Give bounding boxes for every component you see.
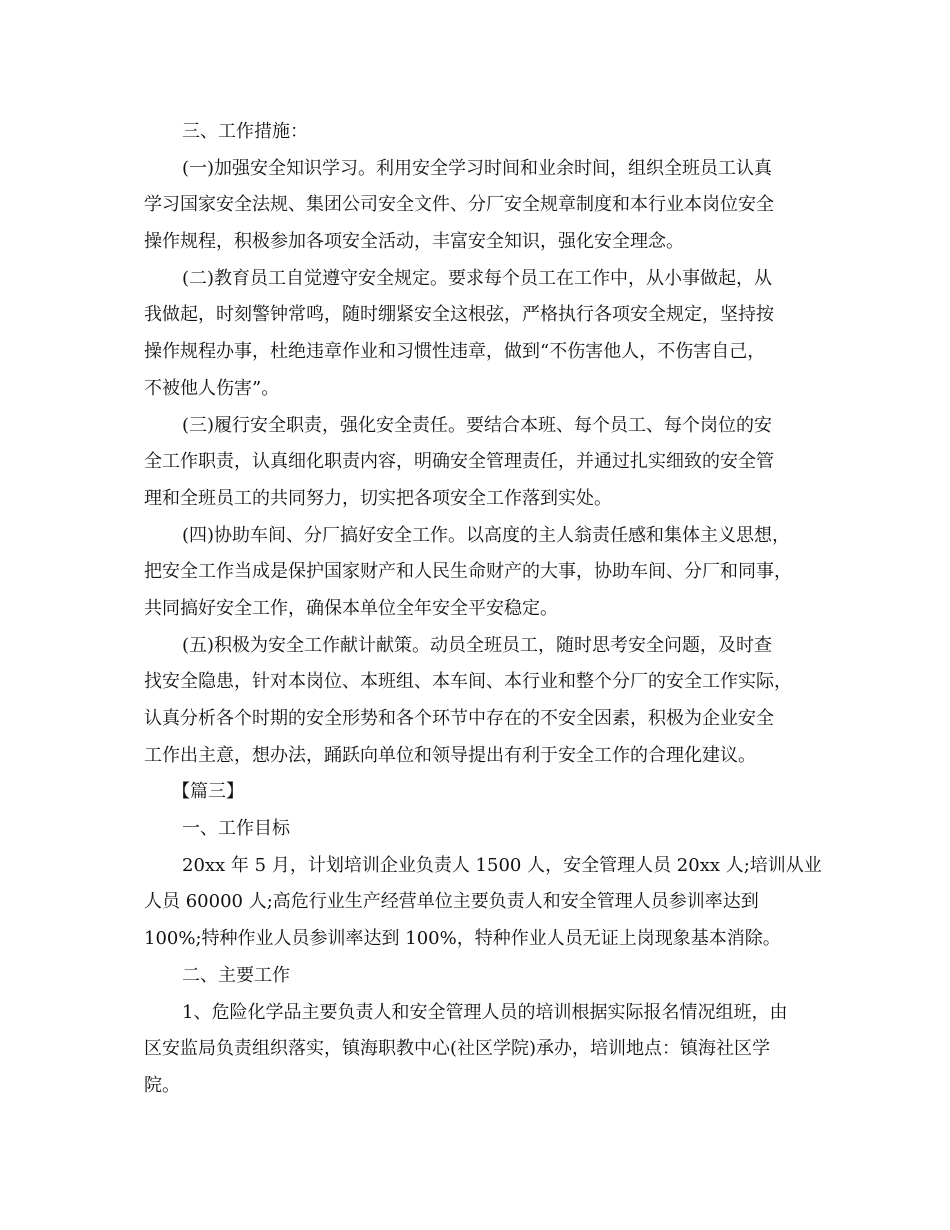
- section-heading-main-work: 二、主要工作: [182, 964, 290, 986]
- paragraph-line: (五)积极为安全工作献计献策。动员全班员工，随时思考安全问题，及时查: [182, 634, 773, 656]
- document-body: [144, 114, 822, 1105]
- paragraph-line: 学习国家安全法规、集团公司安全文件、分厂安全规章制度和本行业本岗位安全: [144, 194, 774, 216]
- paragraph-line: 认真分析各个时期的安全形势和各个环节中存在的不安全因素，积极为企业安全: [144, 708, 774, 729]
- paragraph-line: 全工作职责，认真细化职责内容，明确安全管理责任，并通过扎实细致的安全管: [144, 451, 774, 473]
- paragraph-line: 操作规程办事，杜绝违章作业和习惯性违章，做到“不伤害他人，不伤害自己，: [144, 341, 766, 363]
- part-heading: 【篇三】: [172, 781, 244, 803]
- paragraph-line: 共同搞好安全工作，确保本单位全年安全平安稳定。: [144, 597, 558, 619]
- paragraph-line: 操作规程，积极参加各项安全活动，丰富安全知识，强化安全理念。: [144, 231, 684, 253]
- paragraph-line: (二)教育员工自觉遵守安全规定。要求每个员工在工作中，从小事做起，从: [182, 267, 773, 289]
- paragraph-line: 院。: [144, 1074, 180, 1096]
- paragraph-line: 人员 60000 人;高危行业生产经营单位主要负责人和安全管理人员参训率达到: [144, 891, 759, 913]
- paragraph-line: 不被他人伤害”。: [144, 377, 280, 399]
- paragraph-line: (四)协助车间、分厂搞好安全工作。以高度的主人翁责任感和集体主义思想，: [182, 524, 791, 546]
- paragraph-line: 找安全隐患，针对本岗位、本班组、本车间、本行业和整个分厂的安全工作实际，: [144, 671, 792, 693]
- paragraph-line: 把安全工作当成是保护国家财产和人民生命财产的大事，协助车间、分厂和同事，: [144, 561, 792, 583]
- paragraph-line: 工作出主意，想办法，踊跃向单位和领导提出有利于安全工作的合理化建议。: [144, 744, 756, 766]
- paragraph-line: 100%;特种作业人员参训率达到 100%，特种作业人员无证上岗现象基本消除。: [144, 928, 781, 950]
- section-heading-goals: 一、工作目标: [182, 818, 290, 840]
- paragraph-line: 我做起，时刻警钟常鸣，随时绷紧安全这根弦，严格执行各项安全规定，坚持按: [144, 304, 774, 326]
- paragraph-line: (三)履行安全职责，强化安全责任。要结合本班、每个员工、每个岗位的安: [182, 414, 773, 436]
- paragraph-line: 区安监局负责组织落实，镇海职教中心(社区学院)承办，培训地点：镇海社区学: [144, 1038, 771, 1060]
- paragraph-line: 1、危险化学品主要负责人和安全管理人员的培训根据实际报名情况组班，由: [182, 1001, 788, 1023]
- paragraph-line: 理和全班员工的共同努力，切实把各项安全工作落到实处。: [144, 487, 612, 509]
- paragraph-line: 20xx 年 5 月，计划培训企业负责人 1500 人，安全管理人员 20xx 人;培训从业: [182, 854, 822, 876]
- section-heading-measures: 三、工作措施：: [182, 121, 308, 142]
- paragraph-line: (一)加强安全知识学习。利用安全学习时间和业余时间，组织全班员工认真: [182, 157, 773, 179]
